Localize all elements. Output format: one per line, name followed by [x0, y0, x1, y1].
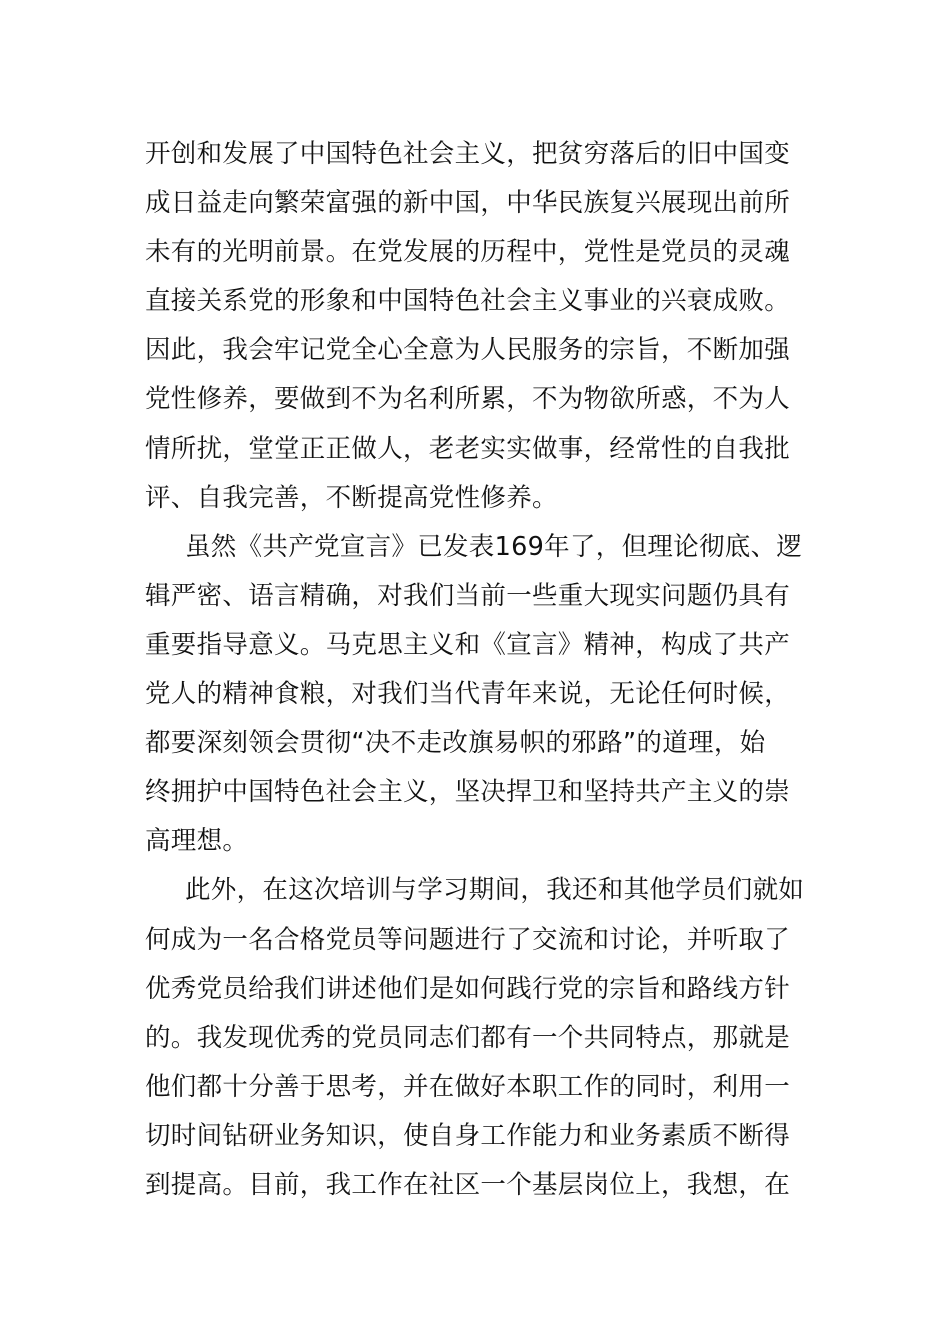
text-line: 辑严密、语言精确，对我们当前一些重大现实问题仍具有 — [145, 580, 791, 611]
text-line: 此外，在这次培训与学习期间，我还和其他学员们就如 — [185, 875, 805, 906]
text-line: 成日益走向繁荣富强的新中国，中华民族复兴展现出前所 — [145, 188, 791, 219]
paragraph-1 — [145, 130, 815, 523]
text-line: 开创和发展了中国特色社会主义，把贫穷落后的旧中国变 — [145, 139, 791, 169]
text-line: 高理想。 — [145, 826, 249, 857]
text-line: 都要深刻领会贯彻“决不走改旗易帜的邪路”的道理，始 — [145, 728, 766, 759]
text-line: 何成为一名合格党员等问题进行了交流和讨论，并听取了 — [145, 924, 791, 955]
text-line: 他们都十分善于思考，并在做好本职工作的同时，利用一 — [145, 1071, 791, 1102]
text-line: 优秀党员给我们讲述他们是如何践行党的宗旨和路线方针 — [145, 973, 791, 1004]
text-line: 虽然《共产党宣言》已发表169年了，但理论彻底、逻 — [185, 531, 803, 562]
text-line: 直接关系党的形象和中国特色社会主义事业的兴衰成败。 — [145, 286, 791, 317]
document-body — [145, 130, 815, 1210]
text-line: 党人的精神食粮，对我们当代青年来说，无论任何时候， — [145, 679, 791, 710]
text-line: 因此，我会牢记党全心全意为人民服务的宗旨，不断加强 — [145, 335, 791, 366]
text-line: 切时间钻研业务知识，使自身工作能力和业务素质不断得 — [145, 1120, 791, 1151]
text-line: 评、自我完善，不断提高党性修养。 — [145, 482, 558, 513]
text-line: 终拥护中国特色社会主义，坚决捍卫和坚持共产主义的崇 — [145, 777, 791, 808]
paragraph-3 — [145, 866, 815, 1210]
text-line: 情所扰，堂堂正正做人，老老实实做事，经常性的自我批 — [145, 433, 791, 464]
text-line: 党性修养，要做到不为名利所累，不为物欲所惑，不为人 — [145, 384, 791, 415]
text-line: 到提高。目前，我工作在社区一个基层岗位上，我想，在 — [145, 1169, 791, 1200]
text-line: 未有的光明前景。在党发展的历程中，党性是党员的灵魂 — [145, 237, 791, 268]
text-line: 的。我发现优秀的党员同志们都有一个共同特点，那就是 — [145, 1022, 791, 1053]
paragraph-2 — [145, 523, 815, 867]
text-line: 重要指导意义。马克思主义和《宣言》精神，构成了共产 — [145, 629, 791, 660]
